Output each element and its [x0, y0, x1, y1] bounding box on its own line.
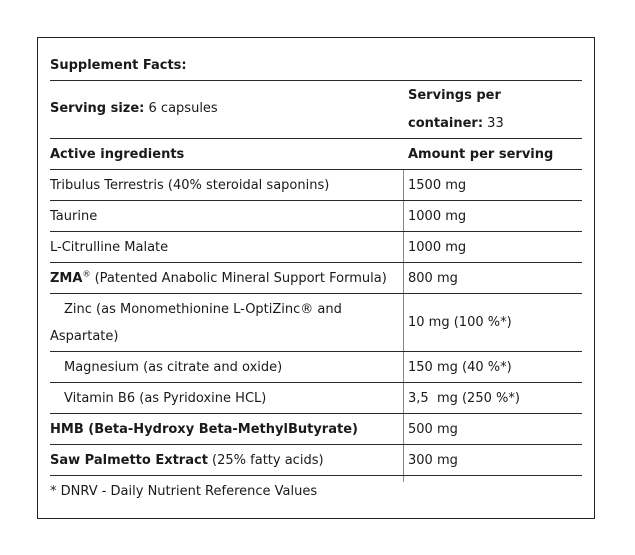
zma-name: ZMA	[50, 271, 83, 286]
ingredient-row	[50, 232, 582, 263]
header-ingredients: Active ingredients	[50, 147, 185, 162]
serving-size-label: Serving size:	[50, 101, 145, 116]
ingredient-name: HMB (Beta-Hydroxy Beta-MethylButyrate)	[50, 422, 358, 437]
ingredient-amount: 1500 mg	[408, 178, 467, 193]
supplement-facts-panel	[37, 37, 595, 519]
zinc-name-line1: Zinc (as Monomethionine L-OptiZinc® and	[64, 302, 342, 317]
ingredient-name: Taurine	[50, 209, 98, 224]
zma-description: (Patented Anabolic Mineral Support Formula)	[90, 271, 387, 286]
ingredient-row	[50, 201, 582, 232]
servings-per-line2	[408, 116, 504, 131]
ingredient-row-zinc	[50, 294, 582, 352]
title-row	[50, 50, 582, 81]
saw-palmetto-description: (25% fatty acids)	[207, 453, 324, 468]
ingredient-name	[50, 271, 387, 286]
saw-palmetto-name: Saw Palmetto Extract	[50, 453, 208, 468]
ingredient-row	[50, 170, 582, 201]
ingredient-amount: 800 mg	[408, 271, 458, 286]
ingredient-amount: 1000 mg	[408, 240, 467, 255]
ingredient-name: Magnesium (as citrate and oxide)	[64, 360, 283, 375]
title: Supplement Facts:	[50, 58, 187, 73]
ingredient-row-zma	[50, 263, 582, 294]
servings-per-value: 33	[487, 116, 504, 131]
ingredient-amount: 3,5 mg (250 %*)	[408, 391, 520, 406]
footnote: * DNRV - Daily Nutrient Reference Values	[50, 484, 318, 499]
servings-per-label-line2: container:	[408, 116, 484, 131]
servings-per-label-line1: Servings per	[408, 88, 501, 103]
ingredient-name: Vitamin B6 (as Pyridoxine HCL)	[64, 391, 267, 406]
serving-row	[50, 81, 582, 139]
ingredient-name: L-Citrulline Malate	[50, 240, 169, 255]
registered-mark: ®	[82, 269, 91, 279]
ingredient-row	[50, 445, 582, 476]
ingredient-name: Tribulus Terrestris (40% steroidal saponins)	[50, 178, 330, 193]
ingredient-amount: 500 mg	[408, 422, 458, 437]
ingredient-name	[50, 453, 324, 468]
footnote-row	[50, 476, 582, 507]
ingredient-row	[50, 383, 582, 414]
ingredient-amount: 10 mg (100 %*)	[408, 315, 512, 330]
serving-size-value: 6 capsules	[148, 101, 218, 116]
ingredient-row	[50, 352, 582, 383]
ingredient-amount: 150 mg (40 %*)	[408, 360, 512, 375]
ingredient-amount: 300 mg	[408, 453, 458, 468]
serving-size	[50, 101, 218, 116]
header-row	[50, 139, 582, 170]
zinc-name-line2: Aspartate)	[50, 329, 119, 344]
header-amount: Amount per serving	[408, 147, 554, 162]
ingredient-row	[50, 414, 582, 445]
supplement-facts-table	[50, 50, 582, 507]
ingredient-amount: 1000 mg	[408, 209, 467, 224]
